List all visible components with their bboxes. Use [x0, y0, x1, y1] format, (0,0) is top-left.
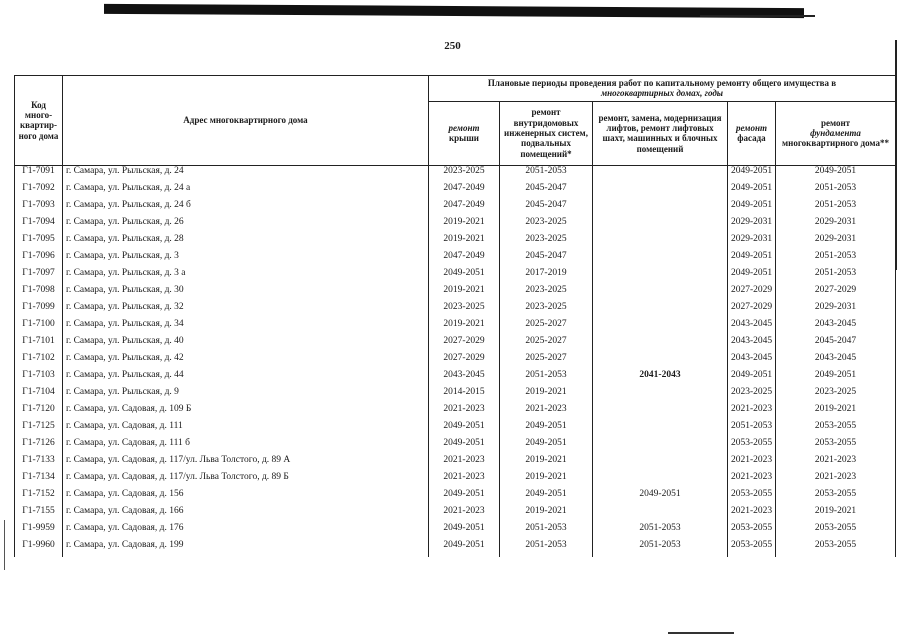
roof-period-cell: 2049-2051: [429, 489, 500, 506]
foundation-period-cell: 2053-2055: [776, 540, 896, 557]
facade-period-cell: 2053-2055: [728, 438, 776, 455]
address-cell: г. Самара, ул. Рыльская, д. 3 а: [63, 268, 429, 285]
engineering-period-cell: 2051-2053: [500, 540, 593, 557]
table-row: [15, 234, 896, 251]
table-row: [15, 523, 896, 540]
elevator-period-cell: [593, 404, 728, 421]
capital-repair-table: [14, 75, 896, 557]
elevator-period-cell: [593, 472, 728, 489]
engineering-period-cell: 2019-2021: [500, 387, 593, 404]
address-cell: г. Самара, ул. Садовая, д. 156: [63, 489, 429, 506]
elevator-period-cell: [593, 285, 728, 302]
foundation-period-cell: 2029-2031: [776, 217, 896, 234]
code-cell: Г1-7133: [15, 455, 63, 472]
roof-period-cell: 2049-2051: [429, 421, 500, 438]
roof-period-cell: 2049-2051: [429, 268, 500, 285]
engineering-period-cell: 2049-2051: [500, 438, 593, 455]
elevator-period-cell: 2051-2053: [593, 540, 728, 557]
foundation-period-cell: 2053-2055: [776, 421, 896, 438]
foundation-period-cell: 2043-2045: [776, 319, 896, 336]
elevator-period-cell: [593, 353, 728, 370]
roof-period-cell: 2027-2029: [429, 353, 500, 370]
engineering-period-cell: 2025-2027: [500, 353, 593, 370]
foundation-period-cell: 2029-2031: [776, 234, 896, 251]
header-foundation-line1: ремонт: [820, 117, 851, 128]
foundation-period-cell: 2051-2053: [776, 251, 896, 268]
table-row: [15, 336, 896, 353]
facade-period-cell: 2043-2045: [728, 336, 776, 353]
table-row: [15, 302, 896, 319]
elevator-period-cell: [593, 387, 728, 404]
code-cell: Г1-7152: [15, 489, 63, 506]
foundation-period-cell: 2053-2055: [776, 489, 896, 506]
code-cell: Г1-9960: [15, 540, 63, 557]
address-cell: г. Самара, ул. Садовая, д. 166: [63, 506, 429, 523]
address-cell: г. Самара, ул. Садовая, д. 117/ул. Льва Толстого, д. 89 А: [63, 455, 429, 472]
address-cell: г. Самара, ул. Садовая, д. 111 б: [63, 438, 429, 455]
table-row: [15, 489, 896, 506]
code-cell: Г1-7094: [15, 217, 63, 234]
roof-period-cell: 2023-2025: [429, 165, 500, 183]
foundation-period-cell: 2019-2021: [776, 506, 896, 523]
roof-period-cell: 2043-2045: [429, 370, 500, 387]
foundation-period-cell: 2023-2025: [776, 387, 896, 404]
engineering-period-cell: 2049-2051: [500, 489, 593, 506]
elevator-period-cell: [593, 200, 728, 217]
header-facade-line2: фасада: [737, 133, 766, 144]
table-row: [15, 404, 896, 421]
facade-period-cell: 2053-2055: [728, 540, 776, 557]
table-row: [15, 370, 896, 387]
foundation-period-cell: 2049-2051: [776, 165, 896, 183]
facade-period-cell: 2043-2045: [728, 319, 776, 336]
address-cell: г. Самара, ул. Рыльская, д. 42: [63, 353, 429, 370]
code-cell: Г1-7099: [15, 302, 63, 319]
header-code: Код много-квартир-ного дома: [15, 76, 63, 166]
facade-period-cell: 2049-2051: [728, 370, 776, 387]
header-engineering: ремонт внутридомовых инженерных систем, подвальных помещений*: [500, 101, 593, 165]
elevator-period-cell: 2051-2053: [593, 523, 728, 540]
engineering-period-cell: 2017-2019: [500, 268, 593, 285]
table-row: [15, 472, 896, 489]
header-roof-line1: ремонт: [448, 122, 480, 133]
code-cell: Г1-7102: [15, 353, 63, 370]
header-foundation: [776, 101, 896, 165]
address-cell: г. Самара, ул. Рыльская, д. 24: [63, 165, 429, 183]
facade-period-cell: 2021-2023: [728, 472, 776, 489]
roof-period-cell: 2047-2049: [429, 200, 500, 217]
foundation-period-cell: 2043-2045: [776, 353, 896, 370]
table-row: [15, 506, 896, 523]
facade-period-cell: 2053-2055: [728, 523, 776, 540]
table-row: [15, 217, 896, 234]
code-cell: Г1-7095: [15, 234, 63, 251]
roof-period-cell: 2019-2021: [429, 234, 500, 251]
table-row: [15, 183, 896, 200]
code-cell: Г1-7104: [15, 387, 63, 404]
facade-period-cell: 2049-2051: [728, 183, 776, 200]
address-cell: г. Самара, ул. Рыльская, д. 3: [63, 251, 429, 268]
elevator-period-cell: [593, 183, 728, 200]
table-row: [15, 421, 896, 438]
table-row: [15, 200, 896, 217]
foundation-period-cell: 2021-2023: [776, 472, 896, 489]
facade-period-cell: 2021-2023: [728, 404, 776, 421]
roof-period-cell: 2047-2049: [429, 183, 500, 200]
facade-period-cell: 2021-2023: [728, 455, 776, 472]
code-cell: Г1-7096: [15, 251, 63, 268]
address-cell: г. Самара, ул. Садовая, д. 176: [63, 523, 429, 540]
table-row: [15, 540, 896, 557]
address-cell: г. Самара, ул. Садовая, д. 109 Б: [63, 404, 429, 421]
engineering-period-cell: 2023-2025: [500, 217, 593, 234]
elevator-period-cell: [593, 251, 728, 268]
table-row: [15, 268, 896, 285]
code-cell: Г1-7091: [15, 165, 63, 183]
elevator-period-cell: 2041-2043: [593, 370, 728, 387]
header-foundation-line2: фундамента: [810, 128, 861, 139]
facade-period-cell: 2043-2045: [728, 353, 776, 370]
elevator-period-cell: [593, 234, 728, 251]
elevator-period-cell: [593, 165, 728, 183]
elevator-period-cell: [593, 268, 728, 285]
foundation-period-cell: 2027-2029: [776, 285, 896, 302]
engineering-period-cell: 2025-2027: [500, 319, 593, 336]
address-cell: г. Самара, ул. Рыльская, д. 30: [63, 285, 429, 302]
address-cell: г. Самара, ул. Садовая, д. 199: [63, 540, 429, 557]
header-periods: [429, 76, 896, 102]
foundation-period-cell: 2019-2021: [776, 404, 896, 421]
code-cell: Г1-7134: [15, 472, 63, 489]
roof-period-cell: 2019-2021: [429, 285, 500, 302]
roof-period-cell: 2021-2023: [429, 455, 500, 472]
roof-period-cell: 2049-2051: [429, 540, 500, 557]
address-cell: г. Самара, ул. Рыльская, д. 40: [63, 336, 429, 353]
header-address: Адрес многоквартирного дома: [63, 76, 429, 166]
code-cell: Г1-7126: [15, 438, 63, 455]
code-cell: Г1-7155: [15, 506, 63, 523]
elevator-period-cell: [593, 217, 728, 234]
table-row: [15, 455, 896, 472]
address-cell: г. Самара, ул. Садовая, д. 111: [63, 421, 429, 438]
foundation-period-cell: 2053-2055: [776, 523, 896, 540]
engineering-period-cell: 2023-2025: [500, 302, 593, 319]
engineering-period-cell: 2023-2025: [500, 285, 593, 302]
page-number: 250: [444, 40, 461, 52]
header-roof: [429, 101, 500, 165]
scan-artifact-top-bar: [104, 4, 804, 18]
header-roof-line2: крыши: [448, 133, 479, 144]
address-cell: г. Самара, ул. Рыльская, д. 32: [63, 302, 429, 319]
scan-artifact-left-edge: [4, 520, 5, 570]
engineering-period-cell: 2051-2053: [500, 370, 593, 387]
elevator-period-cell: 2049-2051: [593, 489, 728, 506]
facade-period-cell: 2051-2053: [728, 421, 776, 438]
code-cell: Г1-7093: [15, 200, 63, 217]
table-row: [15, 285, 896, 302]
foundation-period-cell: 2051-2053: [776, 200, 896, 217]
foundation-period-cell: 2029-2031: [776, 302, 896, 319]
engineering-period-cell: 2023-2025: [500, 234, 593, 251]
roof-period-cell: 2021-2023: [429, 472, 500, 489]
header-foundation-line3: многоквартирного дома**: [782, 138, 889, 149]
roof-period-cell: 2019-2021: [429, 217, 500, 234]
foundation-period-cell: 2045-2047: [776, 336, 896, 353]
elevator-period-cell: [593, 319, 728, 336]
facade-period-cell: 2023-2025: [728, 387, 776, 404]
table-row: [15, 438, 896, 455]
facade-period-cell: 2029-2031: [728, 234, 776, 251]
facade-period-cell: 2049-2051: [728, 268, 776, 285]
engineering-period-cell: 2051-2053: [500, 523, 593, 540]
foundation-period-cell: 2053-2055: [776, 438, 896, 455]
facade-period-cell: 2027-2029: [728, 302, 776, 319]
table-row: [15, 387, 896, 404]
foundation-period-cell: 2051-2053: [776, 268, 896, 285]
engineering-period-cell: 2019-2021: [500, 506, 593, 523]
code-cell: Г1-7092: [15, 183, 63, 200]
engineering-period-cell: 2045-2047: [500, 183, 593, 200]
roof-period-cell: 2021-2023: [429, 404, 500, 421]
code-cell: Г1-7103: [15, 370, 63, 387]
engineering-period-cell: 2049-2051: [500, 421, 593, 438]
facade-period-cell: 2053-2055: [728, 489, 776, 506]
address-cell: г. Самара, ул. Рыльская, д. 34: [63, 319, 429, 336]
address-cell: г. Самара, ул. Рыльская, д. 26: [63, 217, 429, 234]
table-row: [15, 353, 896, 370]
roof-period-cell: 2023-2025: [429, 302, 500, 319]
foundation-period-cell: 2051-2053: [776, 183, 896, 200]
engineering-period-cell: 2045-2047: [500, 200, 593, 217]
header-facade: [728, 101, 776, 165]
engineering-period-cell: 2019-2021: [500, 472, 593, 489]
address-cell: г. Самара, ул. Рыльская, д. 9: [63, 387, 429, 404]
roof-period-cell: 2049-2051: [429, 438, 500, 455]
facade-period-cell: 2049-2051: [728, 165, 776, 183]
scan-artifact-top-line: [700, 15, 815, 17]
code-cell: Г1-7097: [15, 268, 63, 285]
foundation-period-cell: 2021-2023: [776, 455, 896, 472]
header-elevators: ремонт, замена, модернизация лифтов, ремонт лифтовых шахт, машинных и блочных помещений: [593, 101, 728, 165]
elevator-period-cell: [593, 336, 728, 353]
address-cell: г. Самара, ул. Рыльская, д. 24 а: [63, 183, 429, 200]
roof-period-cell: 2014-2015: [429, 387, 500, 404]
table-row: [15, 251, 896, 268]
engineering-period-cell: 2051-2053: [500, 165, 593, 183]
facade-period-cell: 2021-2023: [728, 506, 776, 523]
address-cell: г. Самара, ул. Рыльская, д. 44: [63, 370, 429, 387]
roof-period-cell: 2049-2051: [429, 523, 500, 540]
roof-period-cell: 2019-2021: [429, 319, 500, 336]
code-cell: Г1-7098: [15, 285, 63, 302]
facade-period-cell: 2029-2031: [728, 217, 776, 234]
engineering-period-cell: 2025-2027: [500, 336, 593, 353]
elevator-period-cell: [593, 506, 728, 523]
address-cell: г. Самара, ул. Рыльская, д. 24 б: [63, 200, 429, 217]
code-cell: Г1-9959: [15, 523, 63, 540]
facade-period-cell: 2049-2051: [728, 200, 776, 217]
code-cell: Г1-7101: [15, 336, 63, 353]
table-row: [15, 165, 896, 183]
code-cell: Г1-7120: [15, 404, 63, 421]
roof-period-cell: 2047-2049: [429, 251, 500, 268]
elevator-period-cell: [593, 302, 728, 319]
elevator-period-cell: [593, 421, 728, 438]
header-periods-italic: многоквартирных домах, годы: [600, 88, 724, 99]
code-cell: Г1-7125: [15, 421, 63, 438]
address-cell: г. Самара, ул. Рыльская, д. 28: [63, 234, 429, 251]
engineering-period-cell: 2019-2021: [500, 455, 593, 472]
address-cell: г. Самара, ул. Садовая, д. 117/ул. Льва Толстого, д. 89 Б: [63, 472, 429, 489]
code-cell: Г1-7100: [15, 319, 63, 336]
elevator-period-cell: [593, 438, 728, 455]
facade-period-cell: 2049-2051: [728, 251, 776, 268]
facade-period-cell: 2027-2029: [728, 285, 776, 302]
scan-artifact-bottom-line: [668, 632, 734, 634]
table-row: [15, 319, 896, 336]
roof-period-cell: 2027-2029: [429, 336, 500, 353]
engineering-period-cell: 2045-2047: [500, 251, 593, 268]
header-facade-line1: ремонт: [736, 122, 767, 133]
header-periods-main: Плановые периоды проведения работ по капитальному ремонту общего имущества в: [487, 78, 837, 88]
roof-period-cell: 2021-2023: [429, 506, 500, 523]
foundation-period-cell: 2049-2051: [776, 370, 896, 387]
engineering-period-cell: 2021-2023: [500, 404, 593, 421]
elevator-period-cell: [593, 455, 728, 472]
